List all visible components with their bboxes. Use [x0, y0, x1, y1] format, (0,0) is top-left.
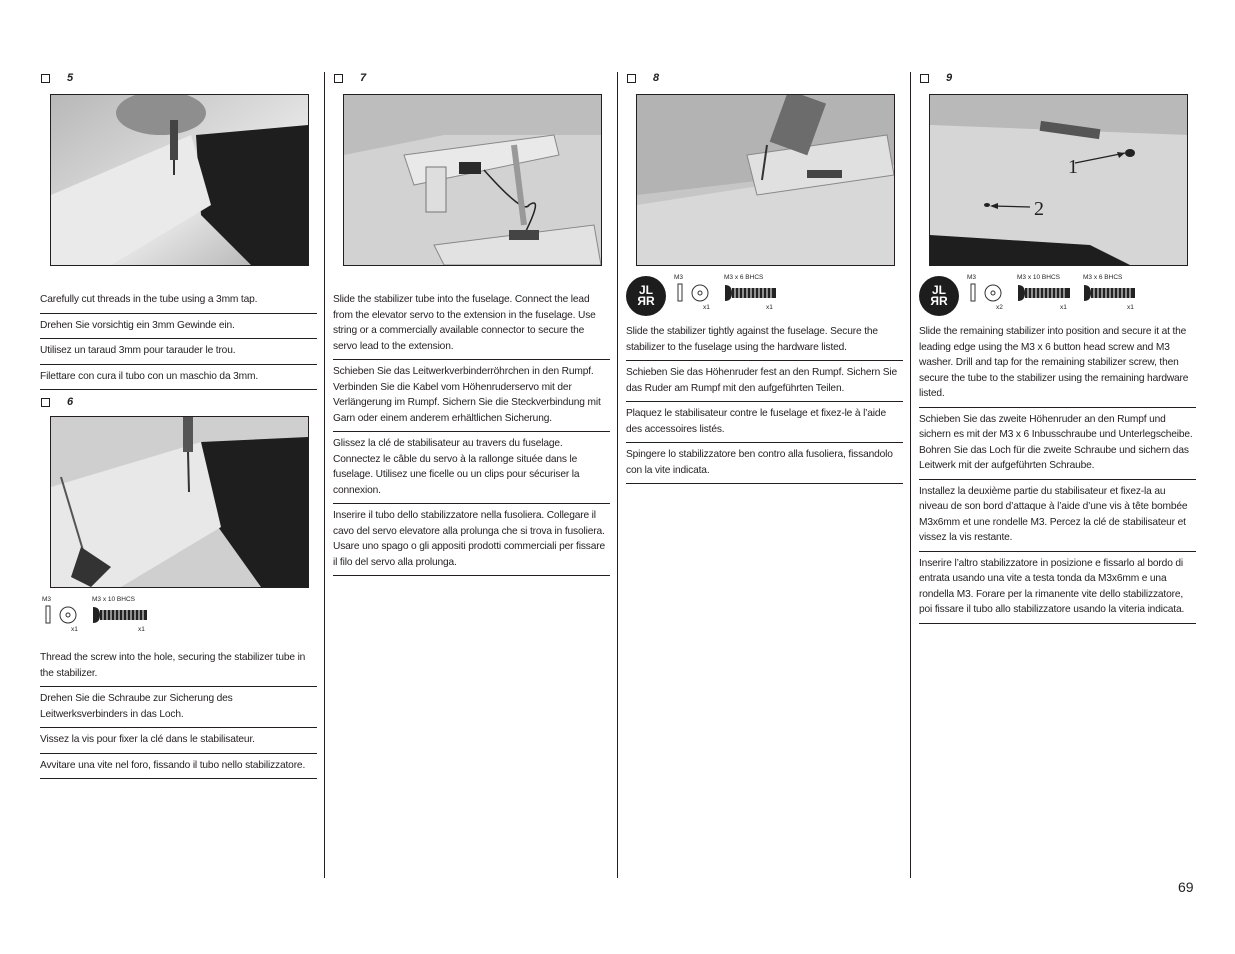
step-9-photo [929, 94, 1188, 266]
step-8-text-fr: Plaquez le stabilisateur contre le fuselage et fixez-le à l’aide des accessoires listés. [626, 402, 903, 443]
column-2 [333, 70, 610, 576]
screw-icon [724, 282, 780, 304]
washer-icon [42, 604, 82, 626]
hardware-qty: x2 [996, 304, 1003, 311]
hardware-screw [1083, 274, 1139, 311]
hardware-screw [92, 596, 152, 633]
step-6-header [40, 394, 317, 410]
hardware-qty: x1 [766, 304, 773, 311]
badge-top: JL [931, 283, 946, 297]
step-6-text-it: Avvitare una vite nel foro, fissando il tubo nello stabilizzatore. [40, 754, 317, 780]
step-8-text-it: Spingere lo stabilizzatore ben contro alla fusoliera, fissandolo con la vite indicata. [626, 443, 903, 484]
step-8-header [626, 70, 903, 86]
step-8-text-de: Schieben Sie das Höhenruder fest an den Rumpf. Sichern Sie das Ruder am Rumpf mit den aufgeführten Teilen. [626, 361, 903, 402]
screw-icon [1017, 282, 1073, 304]
badge-top: JL [638, 283, 653, 297]
hardware-label: M3 [967, 274, 977, 281]
step-5-text-de: Drehen Sie vorsichtig ein 3mm Gewinde ein. [40, 314, 317, 340]
washer-icon [674, 282, 714, 304]
step-9-text-it: Inserire l’altro stabilizzatore in posizione e fissarlo al bordo di entrata usando una vite a testa tonda da M3x6mm e una rondella M3. Forare per la rimanente vite dello stabilizzatore, poi fissare il tubo allo stabilizzatore usando la viteria indicata. [919, 552, 1196, 624]
hardware-label: M3 x 10 BHCS [92, 596, 135, 603]
hardware-label: M3 x 10 BHCS [1017, 274, 1060, 281]
checkbox-icon[interactable] [627, 74, 636, 83]
hardware-label: M3 x 6 BHCS [724, 274, 764, 281]
hardware-qty: x1 [138, 626, 145, 633]
step-9-hardware [919, 274, 1196, 316]
hardware-label: M3 x 6 BHCS [1083, 274, 1123, 281]
photo-callout-1: 1 [1068, 156, 1078, 178]
step-number: 8 [653, 72, 660, 84]
step-7-text-de: Schieben Sie das Leitwerkverbinderröhrchen in den Rumpf. Verbinden Sie die Kabel vom Höhenruderservo mit der Verlängerung im Rumpf. Sichern Sie die Steckverbindung mit Garn oder einem anderem erhältlichen Sicherung. [333, 360, 610, 432]
hardware-washer [967, 274, 1007, 311]
left-right-badge-icon [626, 276, 666, 316]
step-number: 5 [67, 72, 74, 84]
column-divider [910, 72, 911, 878]
hardware-qty: x1 [1127, 304, 1134, 311]
hardware-screw [1017, 274, 1073, 311]
hardware-qty: x1 [703, 304, 710, 311]
step-5-photo [50, 94, 309, 266]
step-5-text-en: Carefully cut threads in the tube using a 3mm tap. [40, 288, 317, 314]
step-9-text-en: Slide the remaining stabilizer into position and secure it at the leading edge using the M3 x 6 button head screw and M3 washer. Drill and tap for the remaining stabilizer screw, then secure the tube to the stabilizer using the remaining hardware listed. [919, 320, 1196, 408]
step-7-photo [343, 94, 602, 266]
screw-icon [1083, 282, 1139, 304]
checkbox-icon[interactable] [41, 398, 50, 407]
step-7-text-it: Inserire il tubo dello stabilizzatore nella fusoliera. Collegare il cavo del servo elevatore alla prolunga che si trova in fusoliera. Usare uno spago o gli appositi prodotti commerciali per fissare il filo del servo alla prolunga. [333, 504, 610, 576]
step-9-text-de: Schieben Sie das zweite Höhenruder an den Rumpf und sichern es mit der M3 x 6 Inbusschraube und Unterlegscheibe. Bohren Sie das Loch für die zweite Schraube und sichern das Leitwerk mit der aufgeführten Schraube. [919, 408, 1196, 480]
step-6-hardware [42, 596, 317, 638]
step-8-hardware [626, 274, 903, 316]
checkbox-icon[interactable] [334, 74, 343, 83]
step-6-photo [50, 416, 309, 588]
washer-icon [967, 282, 1007, 304]
hardware-washer [42, 596, 82, 633]
hardware-label: M3 [674, 274, 684, 281]
badge-bottom: ЯR [637, 294, 655, 308]
step-number: 9 [946, 72, 953, 84]
checkbox-icon[interactable] [41, 74, 50, 83]
hardware-qty: x1 [71, 626, 78, 633]
step-8-text-en: Slide the stabilizer tightly against the fuselage. Secure the stabilizer to the fuselage using the hardware listed. [626, 320, 903, 361]
column-divider [617, 72, 618, 878]
hardware-qty: x1 [1060, 304, 1067, 311]
hardware-label: M3 [42, 596, 52, 603]
step-7-text-fr: Glissez la clé de stabilisateur au travers du fuselage. Connectez le câble du servo à la rallonge située dans le fuselage. Utilisez une ficelle ou un clips pour sécuriser la connexion. [333, 432, 610, 504]
left-right-badge-icon [919, 276, 959, 316]
column-3 [626, 70, 903, 484]
step-9-header [919, 70, 1196, 86]
step-7-header [333, 70, 610, 86]
hardware-screw [724, 274, 780, 311]
screw-icon [92, 604, 152, 626]
hardware-washer [674, 274, 714, 311]
column-1 [40, 70, 317, 779]
badge-bottom: ЯR [930, 294, 948, 308]
step-7-text-en: Slide the stabilizer tube into the fuselage. Connect the lead from the elevator servo to the extension in the fuselage. Use string or a commercially available connector to secure the servo lead to the extension. [333, 288, 610, 360]
checkbox-icon[interactable] [920, 74, 929, 83]
step-5-header [40, 70, 317, 86]
column-divider [324, 72, 325, 878]
step-9-text-fr: Installez la deuxième partie du stabilisateur et fixez-la au niveau de son bord d’attaque à l’aide d’une vis à tête bombée M3x6mm et une rondelle M3. Percez la clé de stabilisateur et vissez la vis restante. [919, 480, 1196, 552]
step-number: 6 [67, 396, 74, 408]
step-number: 7 [360, 72, 367, 84]
page-number: 69 [1178, 879, 1194, 895]
column-4 [919, 70, 1196, 624]
step-6-text-en: Thread the screw into the hole, securing the stabilizer tube in the stabilizer. [40, 646, 317, 687]
step-5-text-it: Filettare con cura il tubo con un maschio da 3mm. [40, 365, 317, 391]
photo-callout-2: 2 [1034, 198, 1044, 220]
step-6-text-de: Drehen Sie die Schraube zur Sicherung des Leitwerksverbinders in das Loch. [40, 687, 317, 728]
step-8-photo [636, 94, 895, 266]
step-6-text-fr: Vissez la vis pour fixer la clé dans le stabilisateur. [40, 728, 317, 754]
step-5-text-fr: Utilisez un taraud 3mm pour tarauder le trou. [40, 339, 317, 365]
